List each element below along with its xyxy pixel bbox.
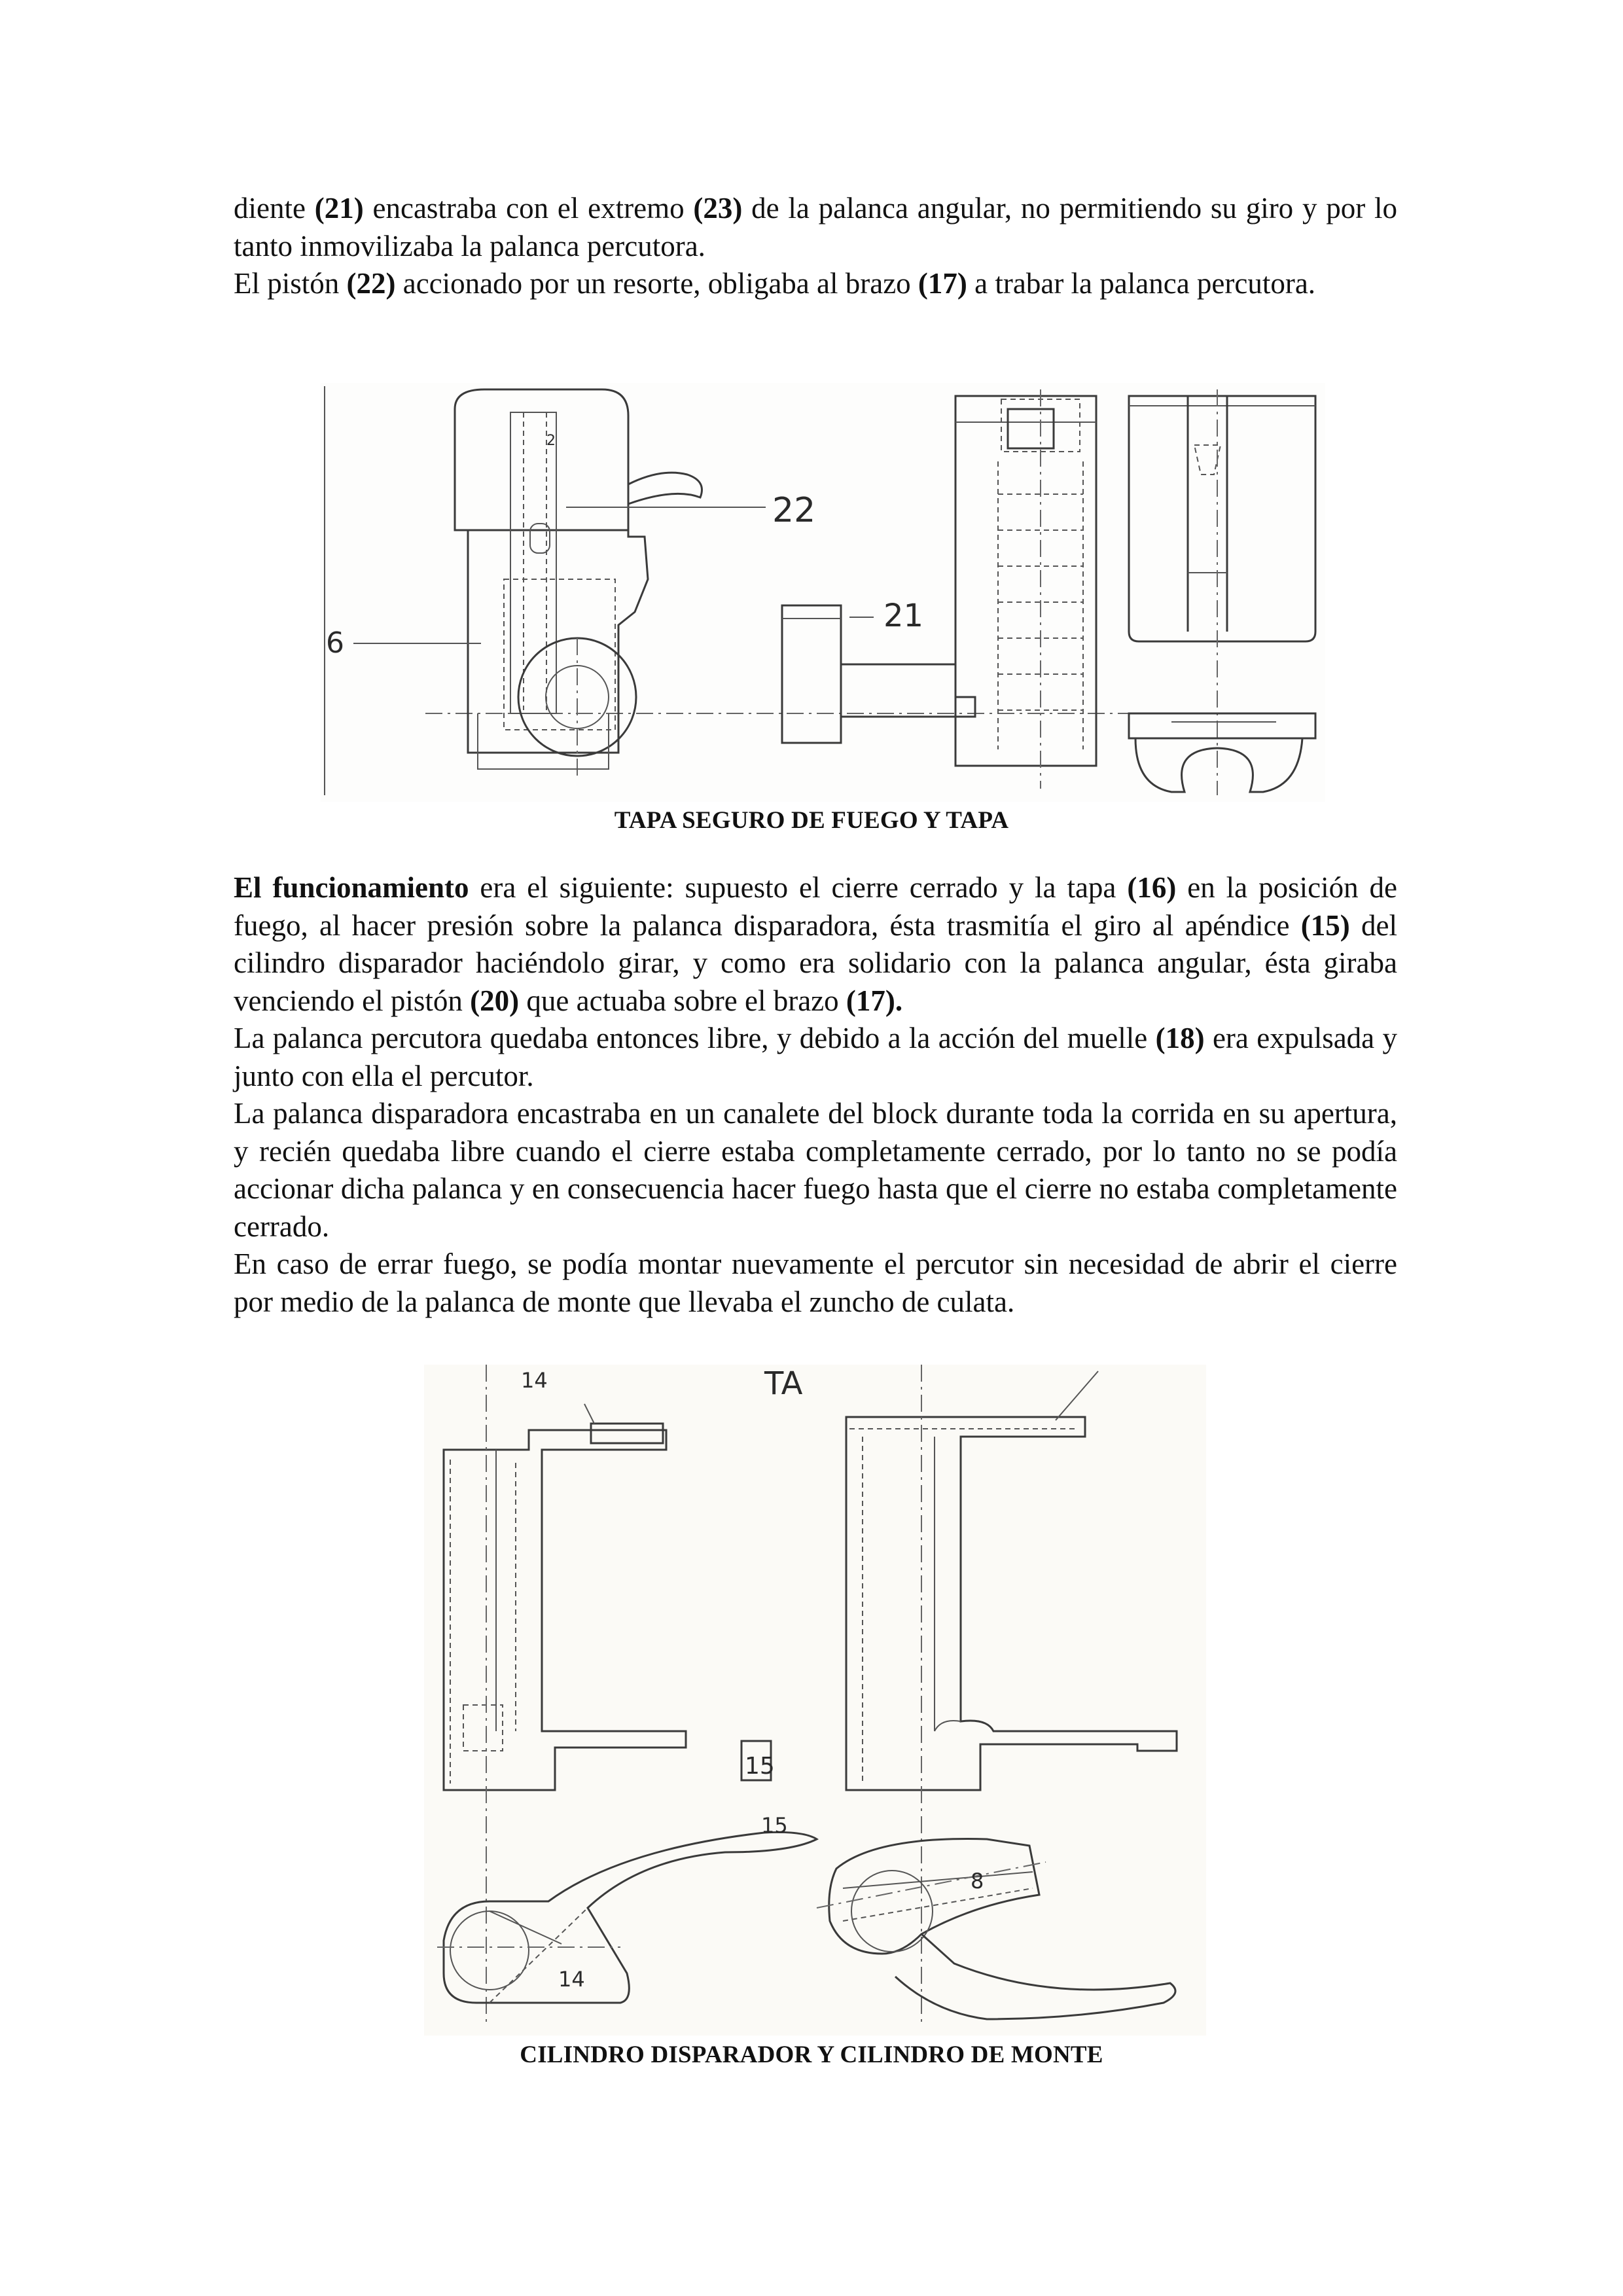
- text-run: en la posición de fuego, al hacer presión sobre la palanca disparadora, ésta trasmitía el giro al apéndice: [234, 871, 1397, 942]
- label-14-top: 14: [521, 1368, 548, 1393]
- text-run: diente: [234, 192, 315, 224]
- middle-assembly: [782, 389, 1096, 789]
- bold-reference: (20): [470, 984, 520, 1017]
- bold-reference: El funcionamiento: [234, 871, 469, 904]
- label-6: 6: [326, 626, 344, 660]
- bold-reference: (17).: [846, 984, 903, 1017]
- text-run: era expulsada y junto con ella el percutor.: [234, 1022, 1397, 1092]
- text-run: era el siguiente: supuesto el cierre cerrado y la tapa: [469, 871, 1128, 904]
- bold-reference: (16): [1127, 871, 1177, 904]
- label-ta: TA: [764, 1365, 803, 1402]
- text-run: La palanca percutora quedaba entonces libre, y debido a la acción del muelle: [234, 1022, 1156, 1054]
- label-14-bottom: 14: [558, 1967, 585, 1992]
- label-15-lever: 15: [761, 1813, 788, 1838]
- label-22: 22: [772, 491, 816, 530]
- figure-cilindro-disparador: [424, 1365, 1206, 2036]
- label-8: 8: [971, 1869, 984, 1893]
- text-run: accionado por un resorte, obligaba al brazo: [395, 267, 918, 300]
- text-run: a trabar la palanca percutora.: [967, 267, 1316, 300]
- bold-reference: (23): [693, 192, 743, 224]
- bold-reference: (18): [1155, 1022, 1205, 1054]
- text-run: La palanca disparadora encastraba en un canalete del block durante toda la corrida en su apertura, y recién quedaba libre cuando el cierre estaba completamente cerrado, por lo tanto no se podía accionar dicha palanca y en consecuencia hacer fuego hasta que el cierre no estaba completamente cerrado.: [234, 1097, 1397, 1243]
- label-2: 2: [546, 433, 556, 449]
- paragraph: [234, 1095, 1397, 1246]
- left-assembly: [353, 389, 766, 776]
- left-cylinder-top: [444, 1365, 771, 2026]
- bold-reference: (22): [346, 267, 396, 300]
- paragraph: [234, 1020, 1397, 1095]
- middle-text-block: [234, 869, 1397, 1321]
- right-views: [1129, 389, 1315, 795]
- paragraph: [234, 869, 1397, 1020]
- text-run: En caso de errar fuego, se podía montar nuevamente el percutor sin necesidad de abrir el cierre por medio de la palanca de monte que llevaba el zuncho de culata.: [234, 1247, 1397, 1318]
- text-run: de la palanca angular, no permitiendo su giro y por lo tanto inmovilizaba la palanca percutora.: [234, 192, 1397, 262]
- right-cylinder-top: [846, 1365, 1177, 2026]
- right-cylinder-bottom: [817, 1839, 1175, 2019]
- paragraph: [234, 190, 1397, 265]
- figure-cilindro-drawing: [424, 1365, 1206, 2036]
- paragraph: [234, 1246, 1397, 1321]
- left-cylinder-bottom: [437, 1832, 817, 2003]
- figure2-caption: CILINDRO DISPARADOR Y CILINDRO DE MONTE: [520, 2041, 1103, 2068]
- text-run: que actuaba sobre el brazo: [519, 984, 846, 1017]
- text-run: del cilindro disparador haciéndolo girar, y como era solidario con la palanca angular, ésta giraba venciendo el pistón: [234, 908, 1397, 1017]
- top-text-block: [234, 190, 1397, 303]
- figure-tapa-seguro: [321, 383, 1325, 802]
- text-run: El pistón: [234, 267, 347, 300]
- text-run: encastraba con el extremo: [363, 192, 694, 224]
- bold-reference: (21): [314, 192, 364, 224]
- figure-tapa-seguro-drawing: [321, 383, 1325, 802]
- label-21: 21: [883, 598, 924, 634]
- bold-reference: (15): [1300, 908, 1350, 942]
- figure1-caption: TAPA SEGURO DE FUEGO Y TAPA: [614, 807, 1009, 834]
- label-15-box: 15: [745, 1753, 775, 1780]
- paragraph: [234, 265, 1397, 303]
- bold-reference: (17): [918, 267, 967, 300]
